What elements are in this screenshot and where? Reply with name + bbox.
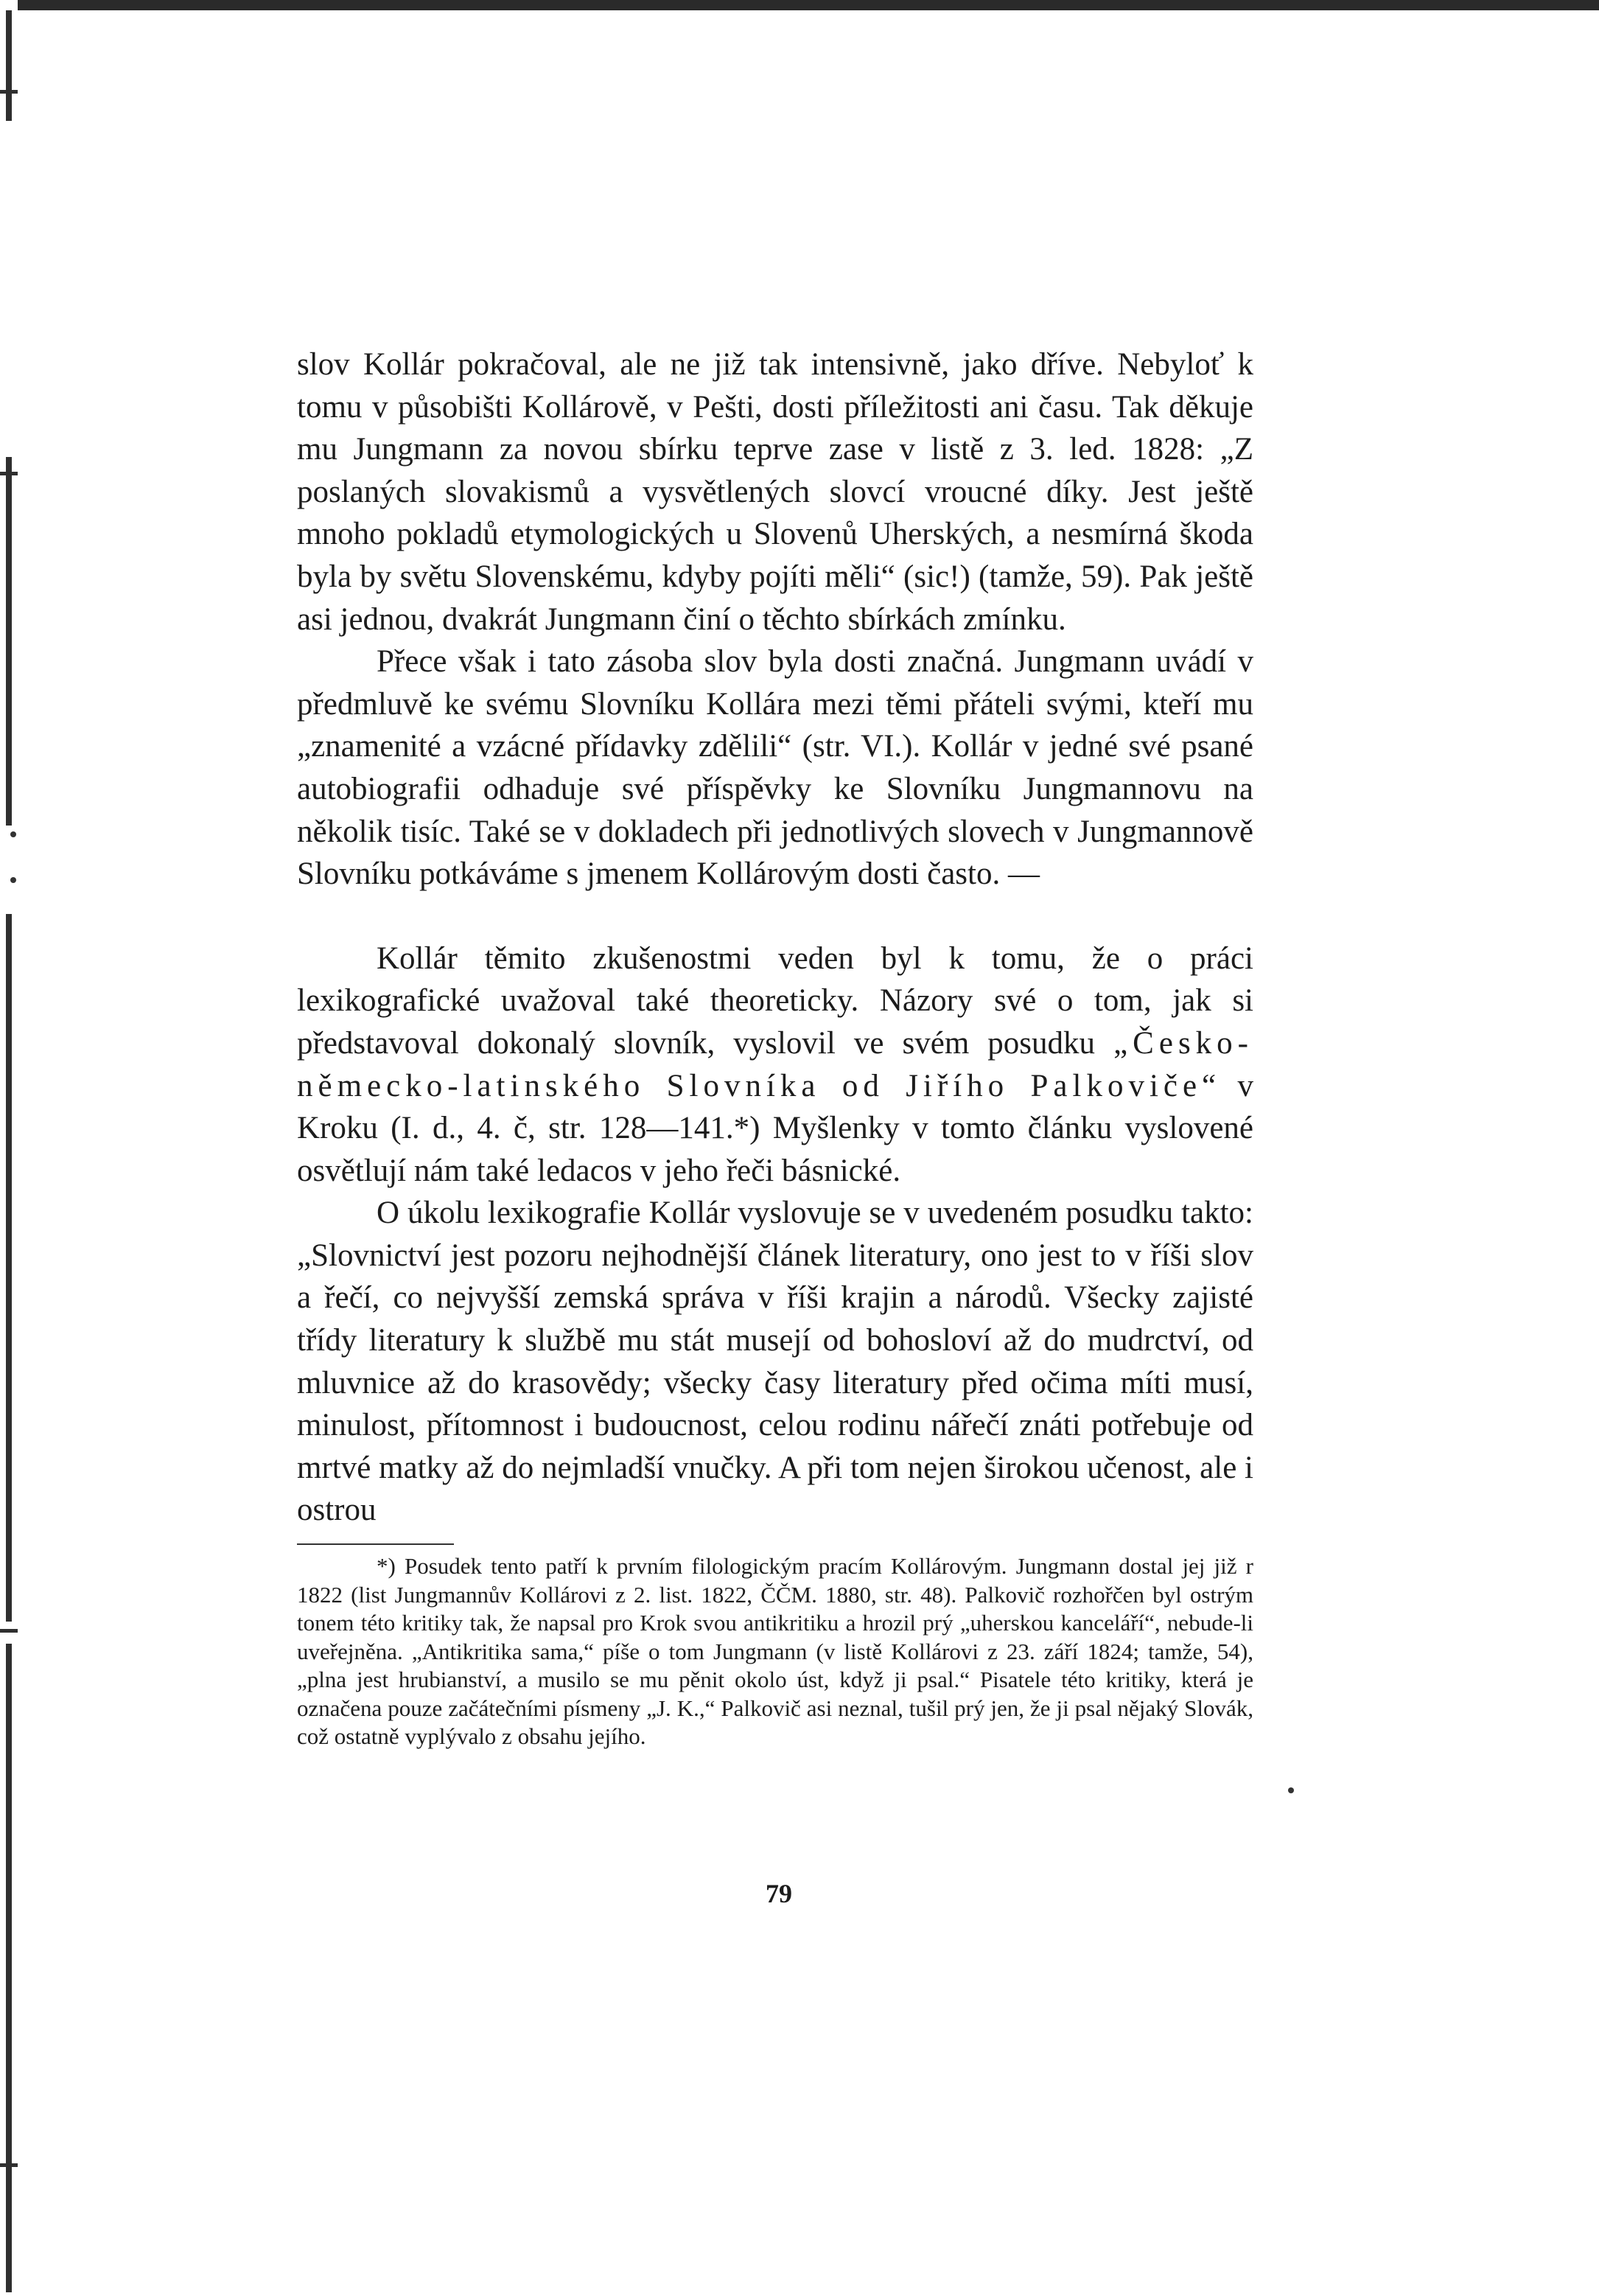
scan-edge-bar [6, 457, 12, 826]
scan-edge-tick [0, 90, 18, 94]
book-title: „Česko-německo-latinského Slovníka od Jiřího Palkoviče“ [297, 1025, 1253, 1103]
paragraph: O úkolu lexikografie Kollár vyslovuje se v uvedeném posudku takto: „Slovnictví jest pozoru nejhodnější článek literatury, ono jest to v říši slov a řečí, co nejvyšší zemská správa v říši krajin a národů. Všecky zajisté třídy literatury k službě mu stát musejí od bohosloví až do mudrctví, od mluvnice až do krasovědy; všecky časy literatury před očima míti musí, minulost, přítomnost i budoucnost, celou rodinu nářečí znáti potřebuje od mrtvé matky až do nejmladší vnučky. A při tom nejen širokou učenost, ale i ostrou [297, 1196, 1253, 1528]
scan-top-edge [0, 0, 1599, 10]
scan-speck [10, 831, 16, 837]
scan-speck [1288, 1787, 1294, 1793]
scan-left-edge [0, 0, 18, 2296]
scan-edge-bar [6, 10, 12, 121]
footnotes [297, 1552, 1253, 1751]
scan-edge-bar [6, 914, 12, 1622]
paragraph: Přece však i tato zásoba slov byla dosti značná. Jungmann uvádí v předmluvě ke svému Slovníku Kollára mezi těmi přáteli svými, kteří mu „znamenité a vzácné přídavky zdělili“ (str. VI.). Kollár v jedné své psané autobiografii odhaduje své příspěvky ke Slovníku Jungmannovu na několik tisíc. Také se v dokladech při jednotlivých slovech v Jungmannově Slovníku potkáváme s jmenem Kollárovým dosti často. — [297, 644, 1253, 892]
scan-edge-tick [0, 472, 18, 475]
scan-edge-tick [0, 1629, 18, 1633]
paragraph [297, 938, 1253, 1193]
paragraph-text: v Kroku (I. d., 4. č, str. 128—141.*) Myšlenky v tomto článku vyslovené osvětlují nám také ledacos v jeho řeči básnické. [297, 1068, 1254, 1188]
scan-edge-tick [0, 2163, 18, 2167]
paragraph: slov Kollár pokračoval, ale ne již tak intensivně, jako dříve. Nebyloť k tomu v působišti Kollárově, v Pešti, dosti příležitosti ani času. Tak děkuje mu Jungmann za novou sbírku teprve zase v listě z 3. led. 1828: „Z poslaných slovakismů a vysvětlených slovcí vroucné díky. Jest ještě mnoho pokladů etymologických u Slovenů Uherských, a nesmírná škoda byla by světu Slovenskému, kdyby pojíti měli“ (sic!) (tamže, 59). Pak ještě asi jednou, dvakrát Jungmann činí o těchto sbírkách zmínku. [297, 347, 1253, 637]
paragraph-text: Kollár těmito zkušenostmi veden byl k tomu, že o práci lexikografické uvažoval také theoreticky. Názory své o tom, jak si představoval dokonalý slovník, vyslovil ve svém posudku [297, 941, 1253, 1061]
footnote: *) Posudek tento patří k prvním filologickým pracím Kollárovým. Jungmann dostal jej již r 1822 (list Jungmannův Kollárovi z 2. list. 1822, ČČM. 1880, str. 48). Palkovič rozhořčen byl ostrým tonem této kritiky tak, že napsal pro Krok svou antikritiku a hrozil prý „uherskou kanceláří“, nebude-li uveřejněna. „Antikritika sama,“ píše o tom Jungmann (v listě Kollárovi z 23. září 1824; tamže, 54), „plna jest hrubianství, a musilo se mu pěnit okolo úst, když ji psal.“ Pisatele této kritiky, která je označena pouze začátečními písmeny „J. K.,“ Palkovič asi neznal, tušil prý jen, že ji psal nějaký Slovák, což ostatně vyplývalo z obsahu jejího. [297, 1553, 1253, 1749]
page-number: 79 [766, 1879, 792, 1908]
scan-speck [10, 877, 16, 883]
paragraph-gap [297, 896, 1253, 938]
footnote-divider [297, 1543, 454, 1545]
body-text [297, 343, 1253, 1532]
scan-edge-bar [6, 1644, 12, 2292]
